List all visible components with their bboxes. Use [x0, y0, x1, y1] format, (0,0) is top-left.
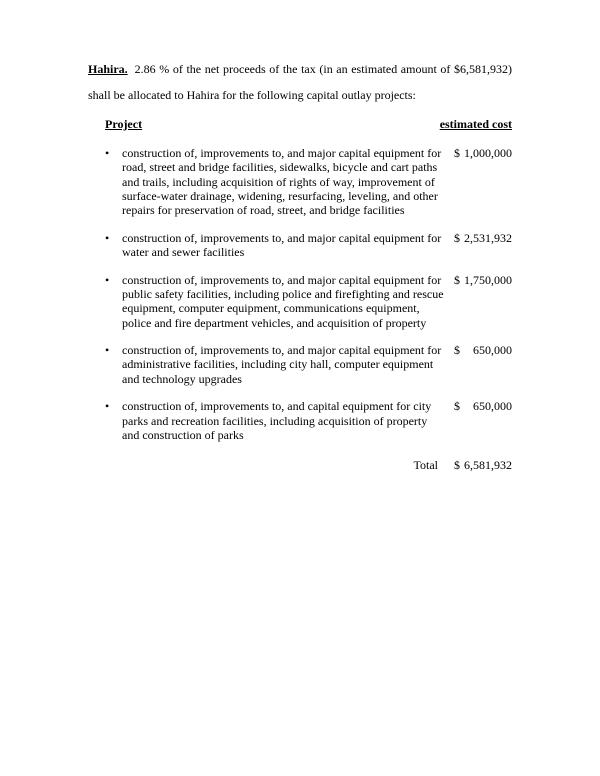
bullet-icon: •: [105, 230, 110, 245]
total-cost-value: [454, 458, 512, 473]
bullet-icon: •: [105, 399, 110, 414]
estimated-cost-value: [454, 146, 512, 160]
column-header-project: Project: [105, 116, 143, 131]
cost-amount: 1,750,000: [464, 272, 512, 287]
table-row: [105, 146, 512, 218]
project-description: construction of, improvements to, and major capital equipment for water and sewer facilities: [122, 230, 442, 260]
table-row: [105, 273, 512, 331]
total-row: [105, 458, 512, 473]
table-header-row: [105, 117, 512, 132]
projects-table: [105, 117, 512, 474]
cost-amount: 6,581,932: [464, 458, 512, 473]
project-description: construction of, improvements to, and major capital equipment for road, street and bridge facilities, sidewalks, bicycle and cart paths and trails, including acquisition of rights of way, improvement of surface-water drainage, widening, resurfacing, leveling, and other repairs for preservation of road, street, and bridge facilities: [122, 145, 442, 218]
project-description: construction of, improvements to, and major capital equipment for administrative facilities, including city hall, computer equipment and technology upgrades: [122, 343, 442, 386]
column-header-estimated-cost: estimated cost: [439, 116, 512, 131]
intro-paragraph: [88, 56, 512, 109]
table-row: [105, 399, 512, 442]
table-row: [105, 231, 512, 260]
intro-lead: Hahira.: [88, 62, 128, 76]
estimated-cost-value: [454, 231, 512, 245]
bullet-icon: •: [105, 145, 110, 160]
cost-amount: 1,000,000: [464, 145, 512, 160]
currency-symbol: $: [454, 343, 460, 358]
estimated-cost-value: [454, 343, 512, 357]
cost-amount: 2,531,932: [464, 230, 512, 245]
project-description: construction of, improvements to, and capital equipment for city parks and recreation facilities, including acquisition of property and construction of parks: [122, 399, 432, 443]
bullet-icon: •: [105, 272, 110, 287]
estimated-cost-value: [454, 399, 512, 413]
currency-symbol: $: [454, 272, 460, 287]
cost-amount: 650,000: [473, 399, 512, 414]
cost-amount: 650,000: [473, 343, 512, 358]
table-row: [105, 343, 512, 386]
currency-symbol: $: [454, 145, 460, 160]
project-description: construction of, improvements to, and major capital equipment for public safety facilities, including police and firefighting and rescue equipment, computer equipment, communications equipment, police and fire department vehicles, and acquisition of property: [122, 272, 444, 330]
estimated-cost-value: [454, 273, 512, 287]
currency-symbol: $: [454, 399, 460, 414]
intro-text: 2.86 % of the net proceeds of the tax (in an estimated amount of $6,581,932) shall be allocated to Hahira for the following capital outlay projects:: [88, 62, 512, 103]
currency-symbol: $: [454, 458, 460, 473]
bullet-icon: •: [105, 343, 110, 358]
total-label: Total: [413, 458, 438, 473]
currency-symbol: $: [454, 230, 460, 245]
